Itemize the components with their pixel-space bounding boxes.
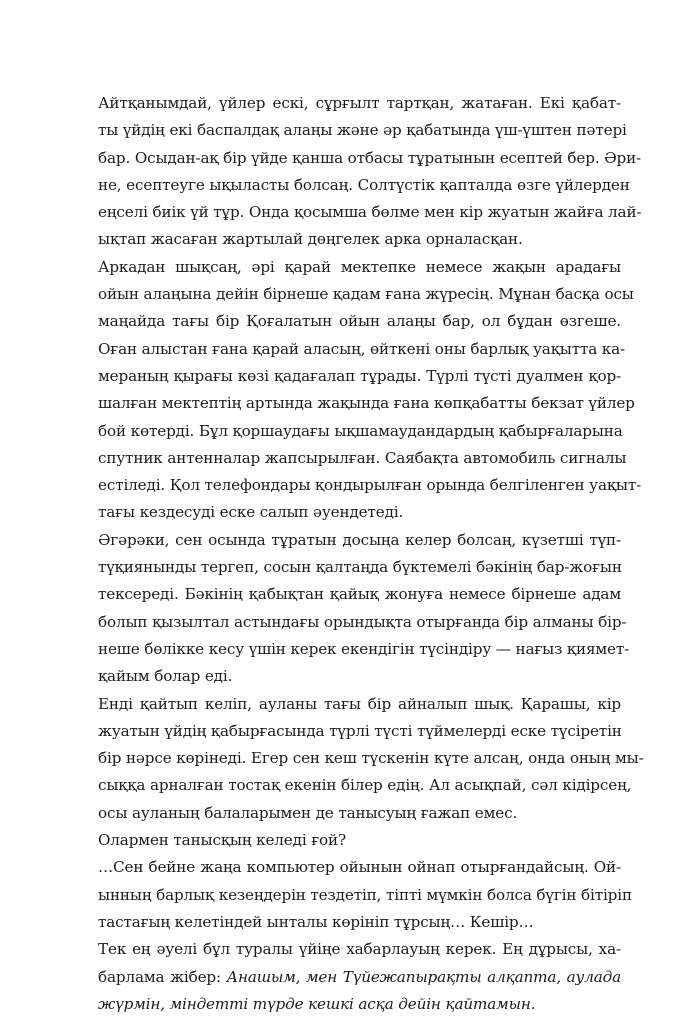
text-line: Енді қайтып келіп, ауланы тағы бір айналып шық. Қарашы, кір [98,694,621,713]
text-line: еңселі биік үй тұр. Онда қосымша бөлме мен кір жуатын жайға лай- [98,203,642,222]
page-text [68,90,644,1018]
text-line: түқиянынды тергеп, сосын қалтаңда бүктемелі бәкінің бар-жоғын [98,558,622,577]
text-line: тағы кездесуді еске салып әуендетеді. [98,503,404,522]
italic-message: Анашым, мен Түйежапырақты алқапта, аулада [226,967,622,986]
paragraph-4 [68,691,644,827]
text-line: болып қызылтал астындағы орындықта отырғанда бір алманы бір- [98,612,627,631]
text-line: ты үйдің екі баспалдақ алаңы және әр қабатында үш-үштен пәтері [98,121,627,140]
text-line: …Сен бейне жаңа компьютер ойынын ойнап отырғандайсың. Ой- [98,858,621,877]
text-line: Оған алыстан ғана қарай аласың, өйткені оны барлық уақытта ка- [98,339,626,358]
text-line: не, есептеуге ықыласты болсаң. Солтүстік қапталда өзге үйлерден [98,175,630,194]
paragraph-7 [68,936,621,1018]
text-line: естіледі. Қол телефондары қондырылған орында белгіленген уақыт- [98,476,642,495]
text-line: маңайда тағы бір Қоғалатын ойын алаңы бар, ол бұдан өзгеше. [98,312,621,331]
text-line [68,991,621,1018]
text-line: осы ауланың балаларымен де танысуың ғажап емес. [98,803,518,822]
text-line: тастағың келетіндей ынталы көрініп тұрсың… Кешір… [98,912,534,931]
text-line [68,964,621,991]
text-line: шалған мектептің артында жақында ғана көпқабатты бекзат үйлер [98,394,635,413]
text-line: ойын алаңына дейін бірнеше қадам ғана жүресің. Мұнан басқа осы [98,285,634,304]
paragraph-1 [68,90,642,254]
paragraph-6 [68,854,632,936]
paragraph-5 [68,827,621,854]
text-line: тексереді. Бәкінің қабықтан қайық жонуға немесе бірнеше адам [98,585,621,604]
text-line: Аркадан шықсаң, әрі қарай мектепке немесе жақын арадағы [98,257,621,276]
text-line: қайым болар еді. [98,667,233,686]
paragraph-2 [68,254,642,527]
text-line: Әгәрәки, сен осында тұратын досыңа келер болсаң, күзетші түп- [98,530,621,549]
text-line: Айтқанымдай, үйлер ескі, сұрғылт тартқан, жатаған. Екі қабат- [98,94,621,112]
text-line: бар. Осыдан-ақ бір үйде қанша отбасы тұратынын есептей бер. Әри- [98,148,642,167]
text-line: Олармен танысқың келеді ғой? [98,831,346,850]
text-line: жуатын үйдің қабырғасында түрлі түсті түймелерді еске түсіретін [98,721,622,740]
text-line: бой көтерді. Бұл қоршаудағы ықшамаудандардың қабырғаларына [98,421,623,440]
text-line: ынның барлық кезеңдерін тездетіп, тіпті мүмкін болса бүгін бітіріп [98,885,632,904]
text-line: бір нәрсе көрінеді. Егер сен кеш түскенін күте алсаң, онда оның мы- [98,749,644,768]
text-line: неше бөлікке кесу үшін керек екендігін түсіндіру — нағыз қиямет- [98,639,630,658]
text-line: Тек ең әуелі бұл туралы үйіңе хабарлауың керек. Ең дұрысы, ха- [98,940,621,959]
text-line: ықтап жасаған жартылай дөңгелек арка орналасқан. [98,230,523,249]
italic-message: жүрмін, міндетті түрде кешкі асқа дейін қайтамын. [98,994,536,1013]
paragraph-3 [68,527,630,691]
text-line: сыққа арналған тостақ екенін білер едің. Ал асықпай, сәл кідірсең, [98,776,632,795]
text-run: барлама жібер: [98,967,227,986]
text-line: спутник антенналар жапсырылған. Саябақта автомобиль сигналы [98,448,627,467]
text-line: мераның қырағы көзі қадағалап тұрады. Түрлі түсті дуалмен қор- [98,366,621,385]
